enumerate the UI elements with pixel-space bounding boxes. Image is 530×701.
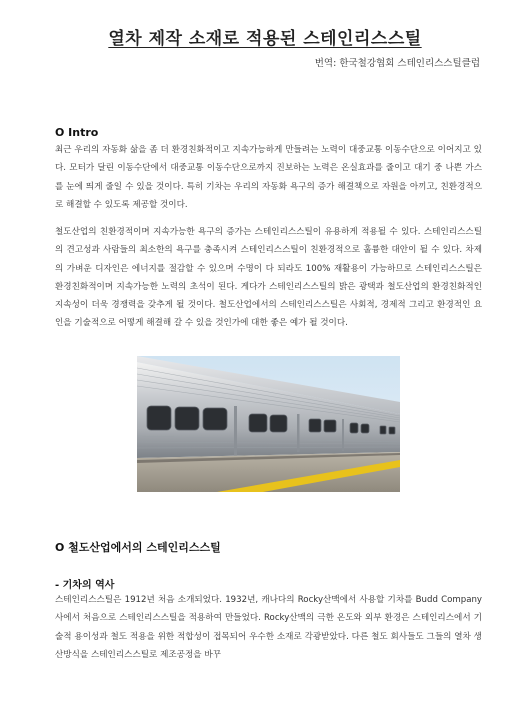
intro-paragraph-2: 철도산업의 친환경적이며 지속가능한 욕구의 증가는 스테인리스스틸이 유용하게 적용될 수 있다. 스테인리스스틸의 견고성과 사람들의 최소한의 욕구를 충족시켜 스테인리스스틸이 친환경적으로 훌륭한 대안이 될 수 있다. 차제의 가벼운 디자인은 에너지를 절감할 수 있으며 수명이 다 되라도 100% 재활용이 가능하므로 스테인리스스틸은 환경친화적이며 지속가능한 노력의 초석이 된다. 게다가 스테인리스스틸의 밝은 광택과 철도산업의 환경친화적인 지속성이 더욱 경쟁력을 갖추게 될 것이다. 철도산업에서의 스테인리스스틸은 사회적, 경제적 그리고 환경적인 요인을 기술적으로 어떻게 해결해 갈 수 있을 것인가에 대한 좋은 예가 될 것이다. [55,227,482,329]
train-photo [137,356,400,492]
document-title: 열차 제작 소재로 적용된 스테인리스스틸 [108,29,422,49]
section2-heading: O 철도산업에서의 스테인리스스틸 [55,541,221,554]
history-subheading: - 기차의 역사 [55,580,115,591]
history-paragraph: 스테인리스스틸은 1912년 처음 소개되었다. 1932년, 캐나다의 Rocky산맥에서 사용할 기차를 Budd Company사에서 처음으로 스테인리스스틸을 적용하여 만들었다. Rocky산맥의 극한 온도와 외부 환경은 스테인리스에서 기술적 용이성과 철도 적용을 위한 적합성이 접목되어 우수한 소재로 각광받았다. 다른 철도 회사들도 그들의 열차 생산방식을 스테인리스스틸로 제조공정을 바꾸 [55,595,482,660]
intro-paragraph-1: 최근 우리의 자동화 삶을 좀 더 환경친화적이고 지속가능하게 만들려는 노력이 대중교통 이동수단으로 이어지고 있다. 모터가 달린 이동수단에서 대중교통 이동수단으로까지 진보하는 노력은 온실효과를 줄이고 대기 중 나쁜 가스를 눈에 띄게 줄일 수 있을 것이다. 특히 기차는 우리의 자동화 욕구의 증가 해결책으로 자원을 아끼고, 친환경적으로 해결할 수 있도록 제공할 것이다. [55,145,482,210]
translator-credit: 번역: 한국철강협회 스테인리스스틸클럽 [314,58,480,69]
intro-heading: O Intro [55,126,99,139]
